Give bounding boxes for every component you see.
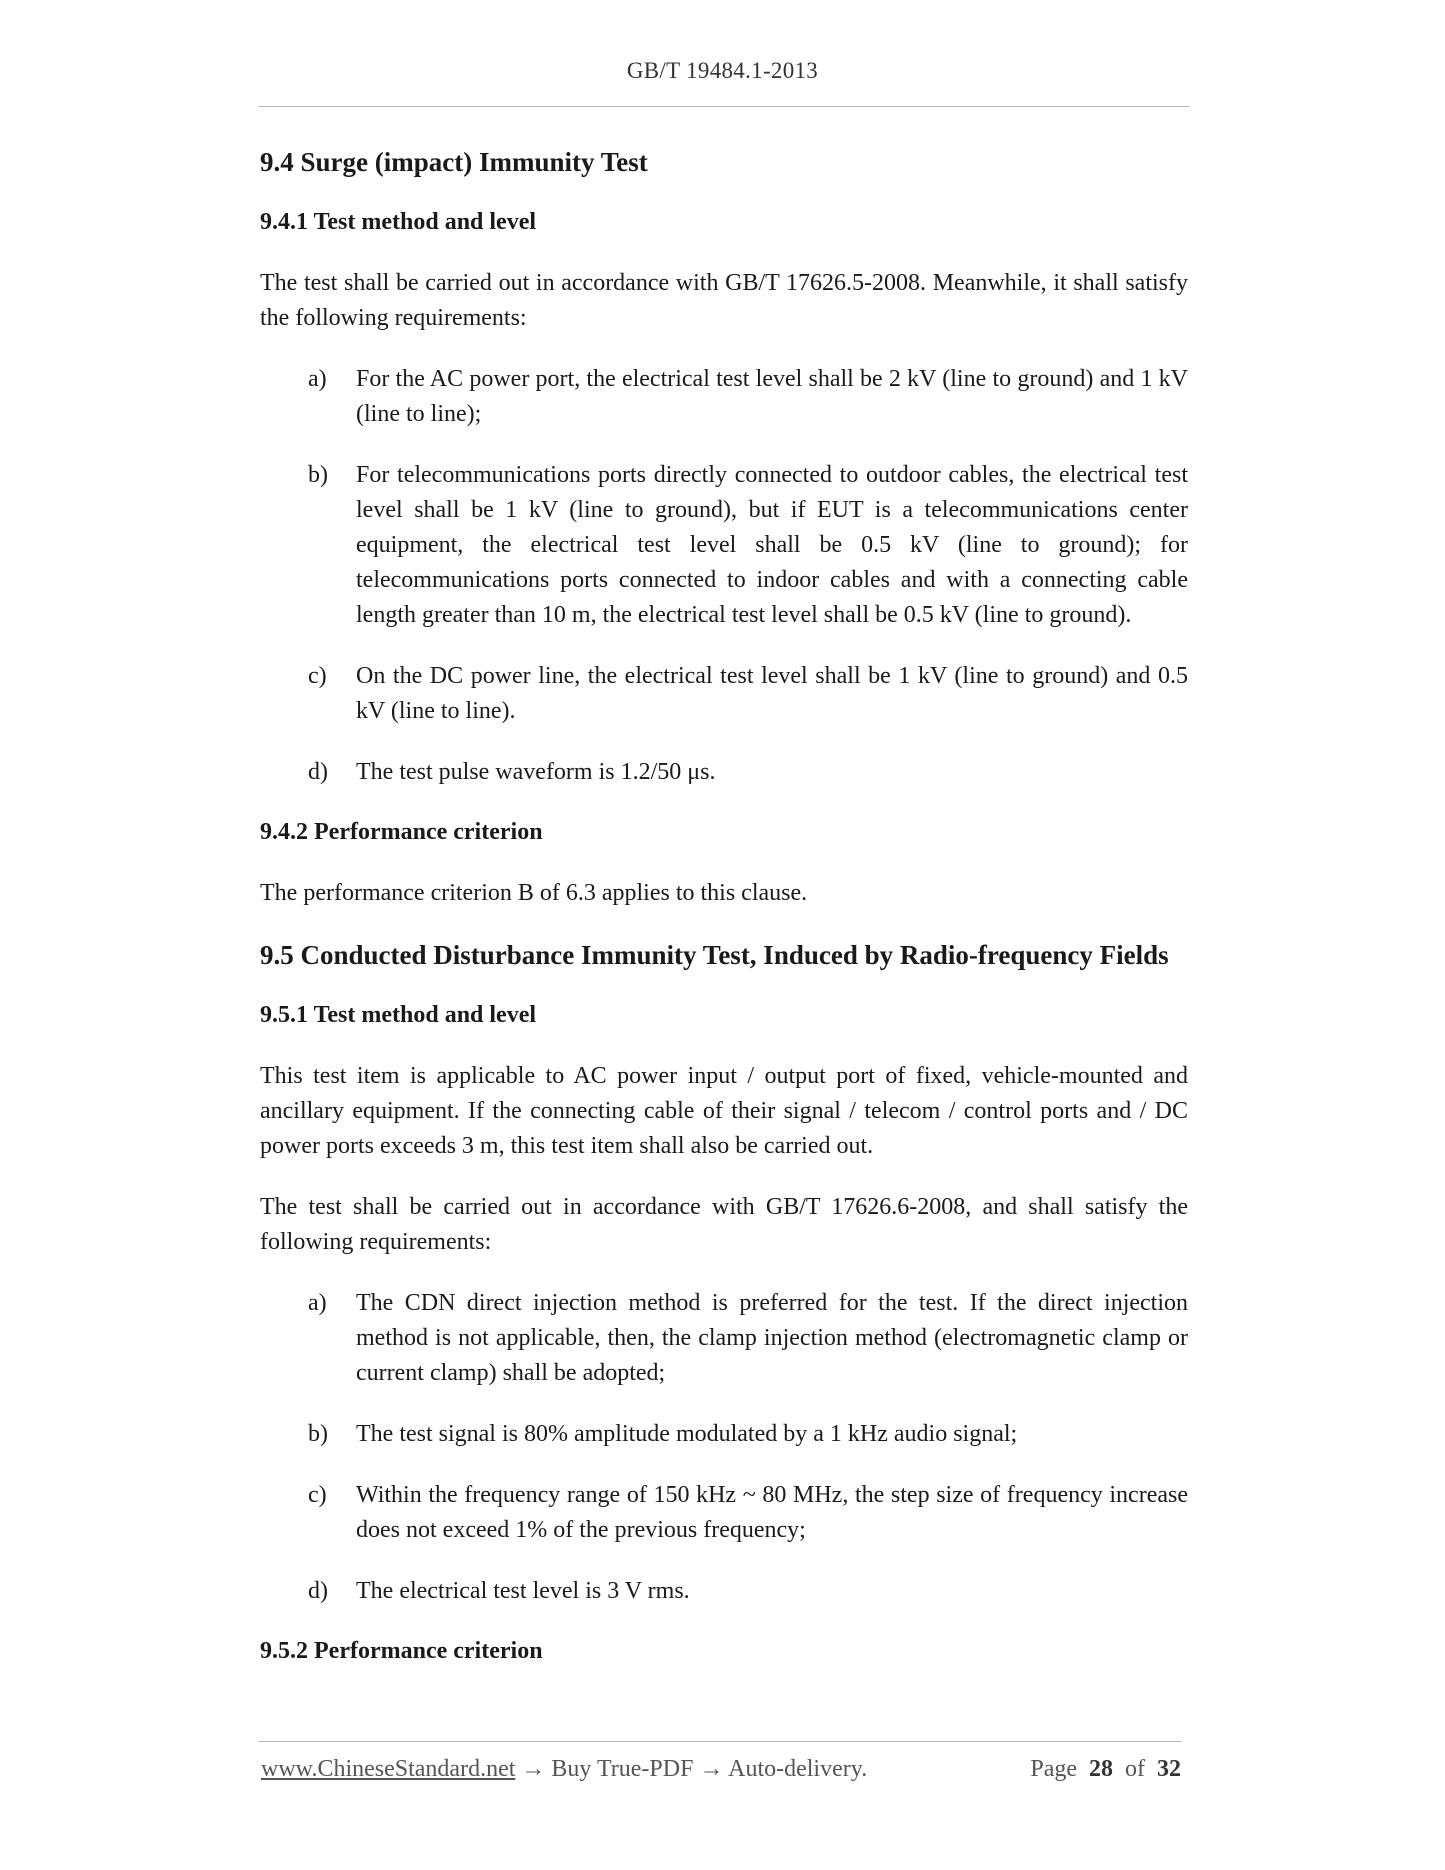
footer-divider [258, 1741, 1182, 1742]
page-content [260, 144, 1188, 1694]
list-item [260, 1478, 1188, 1548]
list-item [260, 1417, 1188, 1452]
of-label: of [1125, 1756, 1145, 1782]
list-item-text: The test signal is 80% amplitude modulated by a 1 kHz audio signal; [356, 1420, 1018, 1447]
list-marker: b) [308, 1420, 328, 1447]
header-divider [258, 106, 1190, 107]
section-9-5-1-para-1: This test item is applicable to AC power input / output port of fixed, vehicle-mounted and ancillary equipment. If the connecting cable of their signal / telecom / control ports and / DC power ports exceeds 3 m, this test item shall also be carried out. [260, 1062, 1188, 1159]
list-item-text: On the DC power line, the electrical test level shall be 1 kV (line to ground) and 0.5 kV (line to line). [356, 663, 1188, 725]
list-item-text: The test pulse waveform is 1.2/50 μs. [356, 759, 716, 786]
list-item-text: The CDN direct injection method is preferred for the test. If the direct injection method is not applicable, then, the clamp injection method (electromagnetic clamp or current clamp) shall be adopted; [356, 1289, 1188, 1386]
list-item-text: For telecommunications ports directly connected to outdoor cables, the electrical test level shall be 1 kV (line to ground), but if EUT is a telecommunications center equipment, the electrical test level shall be 0.5 kV (line to ground); for telecommunications ports connected to indoor cables and with a connecting cable length greater than 10 m, the electrical test level shall be 0.5 kV (line to ground). [356, 462, 1188, 629]
list-item [260, 362, 1188, 432]
section-9-4-1-requirements [260, 362, 1188, 790]
section-9-5-1-para-2: The test shall be carried out in accordance with GB/T 17626.6-2008, and shall satisfy the following requirements: [260, 1193, 1188, 1255]
page-footer [261, 1756, 1181, 1792]
list-item [260, 458, 1188, 633]
page-label: Page [1030, 1756, 1077, 1782]
list-item-text: For the AC power port, the electrical test level shall be 2 kV (line to ground) and 1 kV (line to line); [356, 366, 1188, 428]
list-item-text: The electrical test level is 3 V rms. [356, 1577, 690, 1604]
section-9-4-1-intro: The test shall be carried out in accordance with GB/T 17626.5-2008. Meanwhile, it shall satisfy the following requirements: [260, 270, 1188, 332]
list-marker: c) [308, 663, 327, 690]
list-marker: b) [308, 462, 328, 489]
section-9-4-2-text: The performance criterion B of 6.3 applies to this clause. [260, 879, 808, 906]
list-item [260, 1286, 1188, 1391]
page-indicator [1030, 1756, 1181, 1783]
site-link[interactable]: www.ChineseStandard.net [261, 1756, 516, 1782]
section-9-5-2-title: 9.5.2 Performance criterion [260, 1637, 543, 1664]
current-page-number: 28 [1089, 1756, 1113, 1782]
list-marker: a) [308, 366, 327, 393]
list-marker: c) [308, 1481, 327, 1508]
list-item [260, 1574, 1188, 1609]
section-9-4-1-title: 9.4.1 Test method and level [260, 209, 537, 236]
list-marker: d) [308, 759, 328, 786]
list-item [260, 755, 1188, 790]
section-9-4-title: 9.4 Surge (impact) Immunity Test [260, 147, 648, 177]
list-marker: d) [308, 1577, 328, 1604]
section-9-5-1-requirements [260, 1286, 1188, 1609]
list-item-text: Within the frequency range of 150 kHz ~ 80 MHz, the step size of frequency increase does not exceed 1% of the previous frequency; [356, 1481, 1188, 1543]
total-pages-number: 32 [1157, 1756, 1181, 1782]
section-9-4-2-title: 9.4.2 Performance criterion [260, 819, 543, 846]
footer-promo-text: → Buy True-PDF → Auto-delivery. [515, 1756, 868, 1782]
document-header: GB/T 19484.1-2013 [626, 58, 819, 83]
section-9-5-1-title: 9.5.1 Test method and level [260, 1002, 537, 1029]
section-9-5-title: 9.5 Conducted Disturbance Immunity Test, Induced by Radio-frequency Fields [260, 939, 1169, 970]
footer-promo [261, 1756, 867, 1783]
list-marker: a) [308, 1289, 327, 1316]
list-item [260, 659, 1188, 729]
